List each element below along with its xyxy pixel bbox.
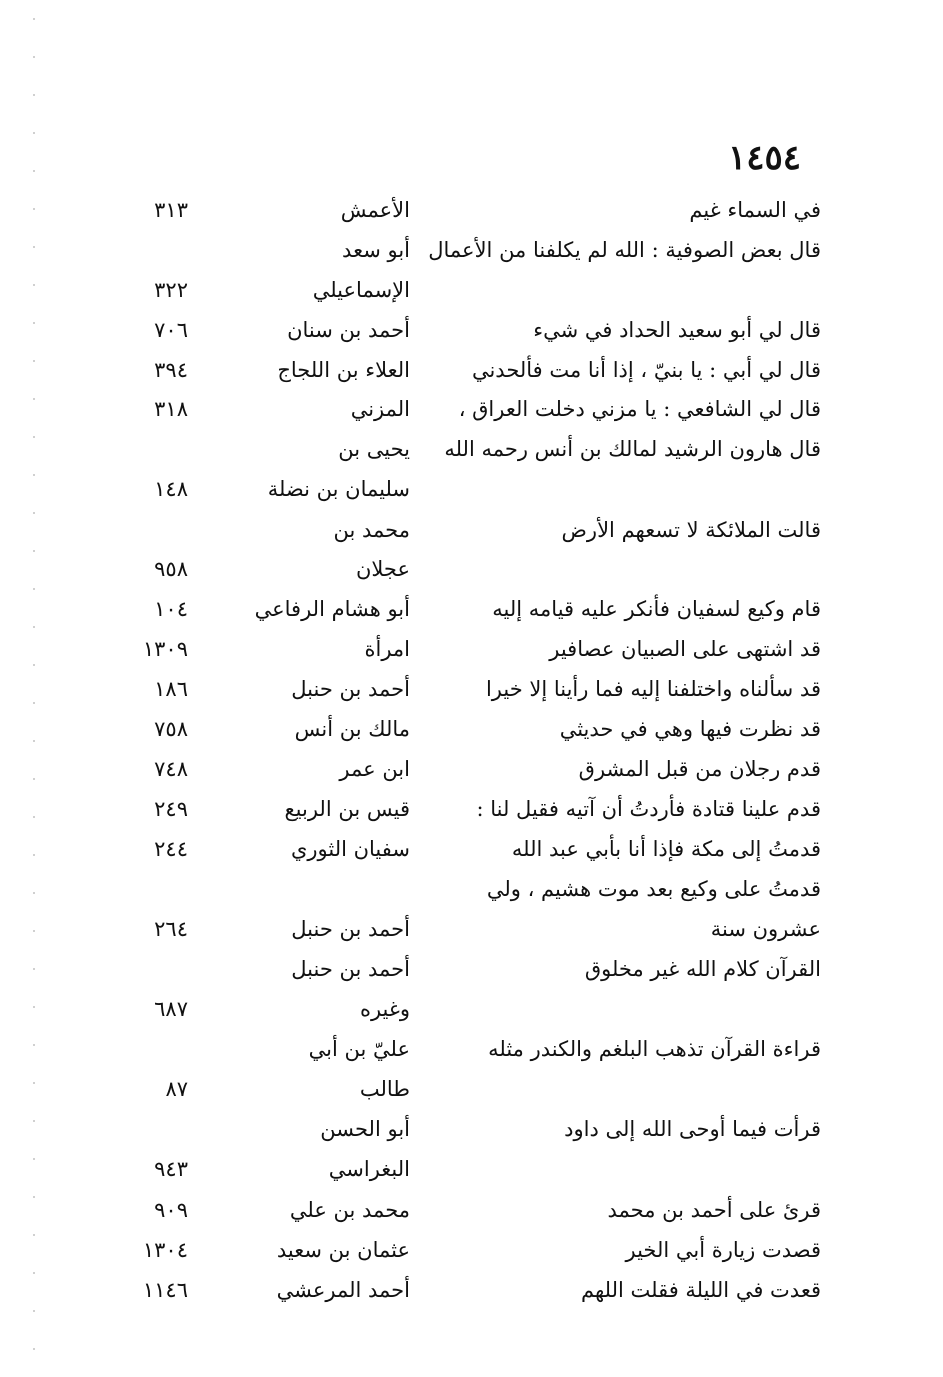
row-narrator: البغراسي [328, 1157, 410, 1181]
row-narrator: ابن عمر [339, 757, 410, 781]
row-narrator: عجلان [355, 557, 410, 581]
index-row [0, 429, 943, 469]
row-narrator: محمد بن علي [289, 1198, 410, 1222]
index-row [0, 1190, 943, 1230]
row-narrator: أحمد بن سنان [287, 318, 410, 342]
row-page: ٧٥٨ [154, 717, 188, 741]
row-title: قال لي أبي : يا بنيّ ، إذا أنا مت فألحدني [471, 358, 821, 382]
row-narrator: أحمد المرعشي [276, 1278, 410, 1302]
row-narrator: قيس بن الربيع [284, 797, 410, 821]
row-page: ٩٠٩ [154, 1198, 188, 1222]
row-page: ١٨٦ [154, 677, 188, 701]
index-row [0, 669, 943, 709]
row-narrator: عليّ بن أبي [308, 1037, 410, 1061]
index-row [0, 709, 943, 749]
index-row [0, 949, 943, 989]
row-page: ٢٦٤ [154, 917, 188, 941]
row-title: القرآن كلام الله غير مخلوق [584, 957, 821, 981]
row-title: قالت الملائكة لا تسعهم الأرض [561, 518, 821, 542]
index-row [0, 190, 943, 230]
row-narrator: الأعمش [340, 198, 410, 222]
row-title: قال لي أبو سعيد الحداد في شيء [533, 318, 821, 342]
row-page: ٨٧ [165, 1077, 188, 1101]
row-page: ١٠٤ [154, 597, 188, 621]
index-row [0, 389, 943, 429]
row-page: ١٣٠٤ [142, 1238, 188, 1262]
row-title: قراءة القرآن تذهب البلغم والكندر مثله [488, 1037, 821, 1061]
row-title: قد نظرت فيها وهي في حديثي [559, 717, 821, 741]
index-row [0, 989, 943, 1029]
row-title: في السماء غيم [689, 198, 821, 222]
row-page: ٣١٨ [154, 397, 188, 421]
page-number: ١٤٥٤ [728, 138, 802, 178]
row-narrator: أحمد بن حنبل [291, 917, 410, 941]
row-narrator: طالب [359, 1077, 410, 1101]
row-page: ٧٠٦ [154, 318, 188, 342]
index-row [0, 510, 943, 550]
row-page: ٢٤٩ [154, 797, 188, 821]
row-title: قد اشتهى على الصبيان عصافير [549, 637, 821, 661]
row-title: قال لي الشافعي : يا مزني دخلت العراق ، [458, 397, 821, 421]
row-narrator: أبو سعد [342, 238, 410, 262]
row-page: ٣٢٢ [154, 278, 188, 302]
row-page: ٩٥٨ [154, 557, 188, 581]
row-page: ٣٩٤ [154, 358, 188, 382]
row-narrator: سفيان الثوري [290, 837, 410, 861]
row-title: قام وكيع لسفيان فأنكر عليه قيامه إليه [492, 597, 821, 621]
row-narrator: يحيى بن [338, 437, 410, 461]
index-row [0, 829, 943, 869]
index-row [0, 310, 943, 350]
row-narrator: أحمد بن حنبل [291, 957, 410, 981]
row-title: قصدت زيارة أبي الخير [625, 1238, 821, 1262]
row-page: ٦٨٧ [154, 997, 188, 1021]
row-page: ٩٤٣ [154, 1157, 188, 1181]
row-title: قدمتُ على وكيع بعد موت هشيم ، ولي [486, 877, 821, 901]
index-row [0, 230, 943, 270]
index-row [0, 1149, 943, 1189]
row-page: ٧٤٨ [154, 757, 188, 781]
index-row [0, 909, 943, 949]
row-page: ١١٤٦ [142, 1278, 188, 1302]
index-row [0, 1270, 943, 1310]
index-row [0, 1109, 943, 1149]
row-page: ٢٤٤ [154, 837, 188, 861]
index-row [0, 469, 943, 509]
index-row [0, 1069, 943, 1109]
row-page: ١٣٠٩ [142, 637, 188, 661]
index-row [0, 1230, 943, 1270]
row-narrator: المزني [350, 397, 410, 421]
row-title: قال بعض الصوفية : الله لم يكلفنا من الأعمال [428, 238, 821, 262]
row-title: قدمتُ إلى مكة فإذا أنا بأبي عبد الله [511, 837, 821, 861]
row-narrator: سليمان بن نضلة [267, 477, 410, 501]
row-title: قرأت فيما أوحى الله إلى داود [564, 1117, 821, 1141]
row-narrator: أحمد بن حنبل [291, 677, 410, 701]
row-narrator: العلاء بن اللجاج [277, 358, 410, 382]
row-page: ٣١٣ [154, 198, 188, 222]
row-narrator: امرأة [364, 637, 410, 661]
index-row [0, 789, 943, 829]
row-narrator: أبو هشام الرفاعي [254, 597, 410, 621]
row-page: ١٤٨ [154, 477, 188, 501]
row-title: قال هارون الرشيد لمالك بن أنس رحمه الله [444, 437, 821, 461]
row-title: قرئ على أحمد بن محمد [607, 1198, 821, 1222]
index-row [0, 1029, 943, 1069]
row-narrator: وغيره [359, 997, 410, 1021]
row-title: قعدت في الليلة فقلت اللهم [580, 1278, 821, 1302]
index-row [0, 549, 943, 589]
row-title: قدم علينا قتادة فأردتُ أن آتيه فقيل لنا : [476, 797, 821, 821]
row-narrator: عثمان بن سعيد [276, 1238, 410, 1262]
index-row [0, 589, 943, 629]
row-narrator: أبو الحسن [320, 1117, 410, 1141]
index-row [0, 869, 943, 909]
index-row [0, 749, 943, 789]
index-row [0, 629, 943, 669]
row-narrator: محمد بن [333, 518, 410, 542]
row-title: قد سألناه واختلفنا إليه فما رأينا إلا خيرا [485, 677, 821, 701]
row-title: عشرون سنة [710, 917, 821, 941]
row-narrator: مالك بن أنس [294, 717, 410, 741]
index-row [0, 270, 943, 310]
row-narrator: الإسماعيلي [312, 278, 410, 302]
row-title: قدم رجلان من قبل المشرق [578, 757, 821, 781]
index-row [0, 350, 943, 390]
